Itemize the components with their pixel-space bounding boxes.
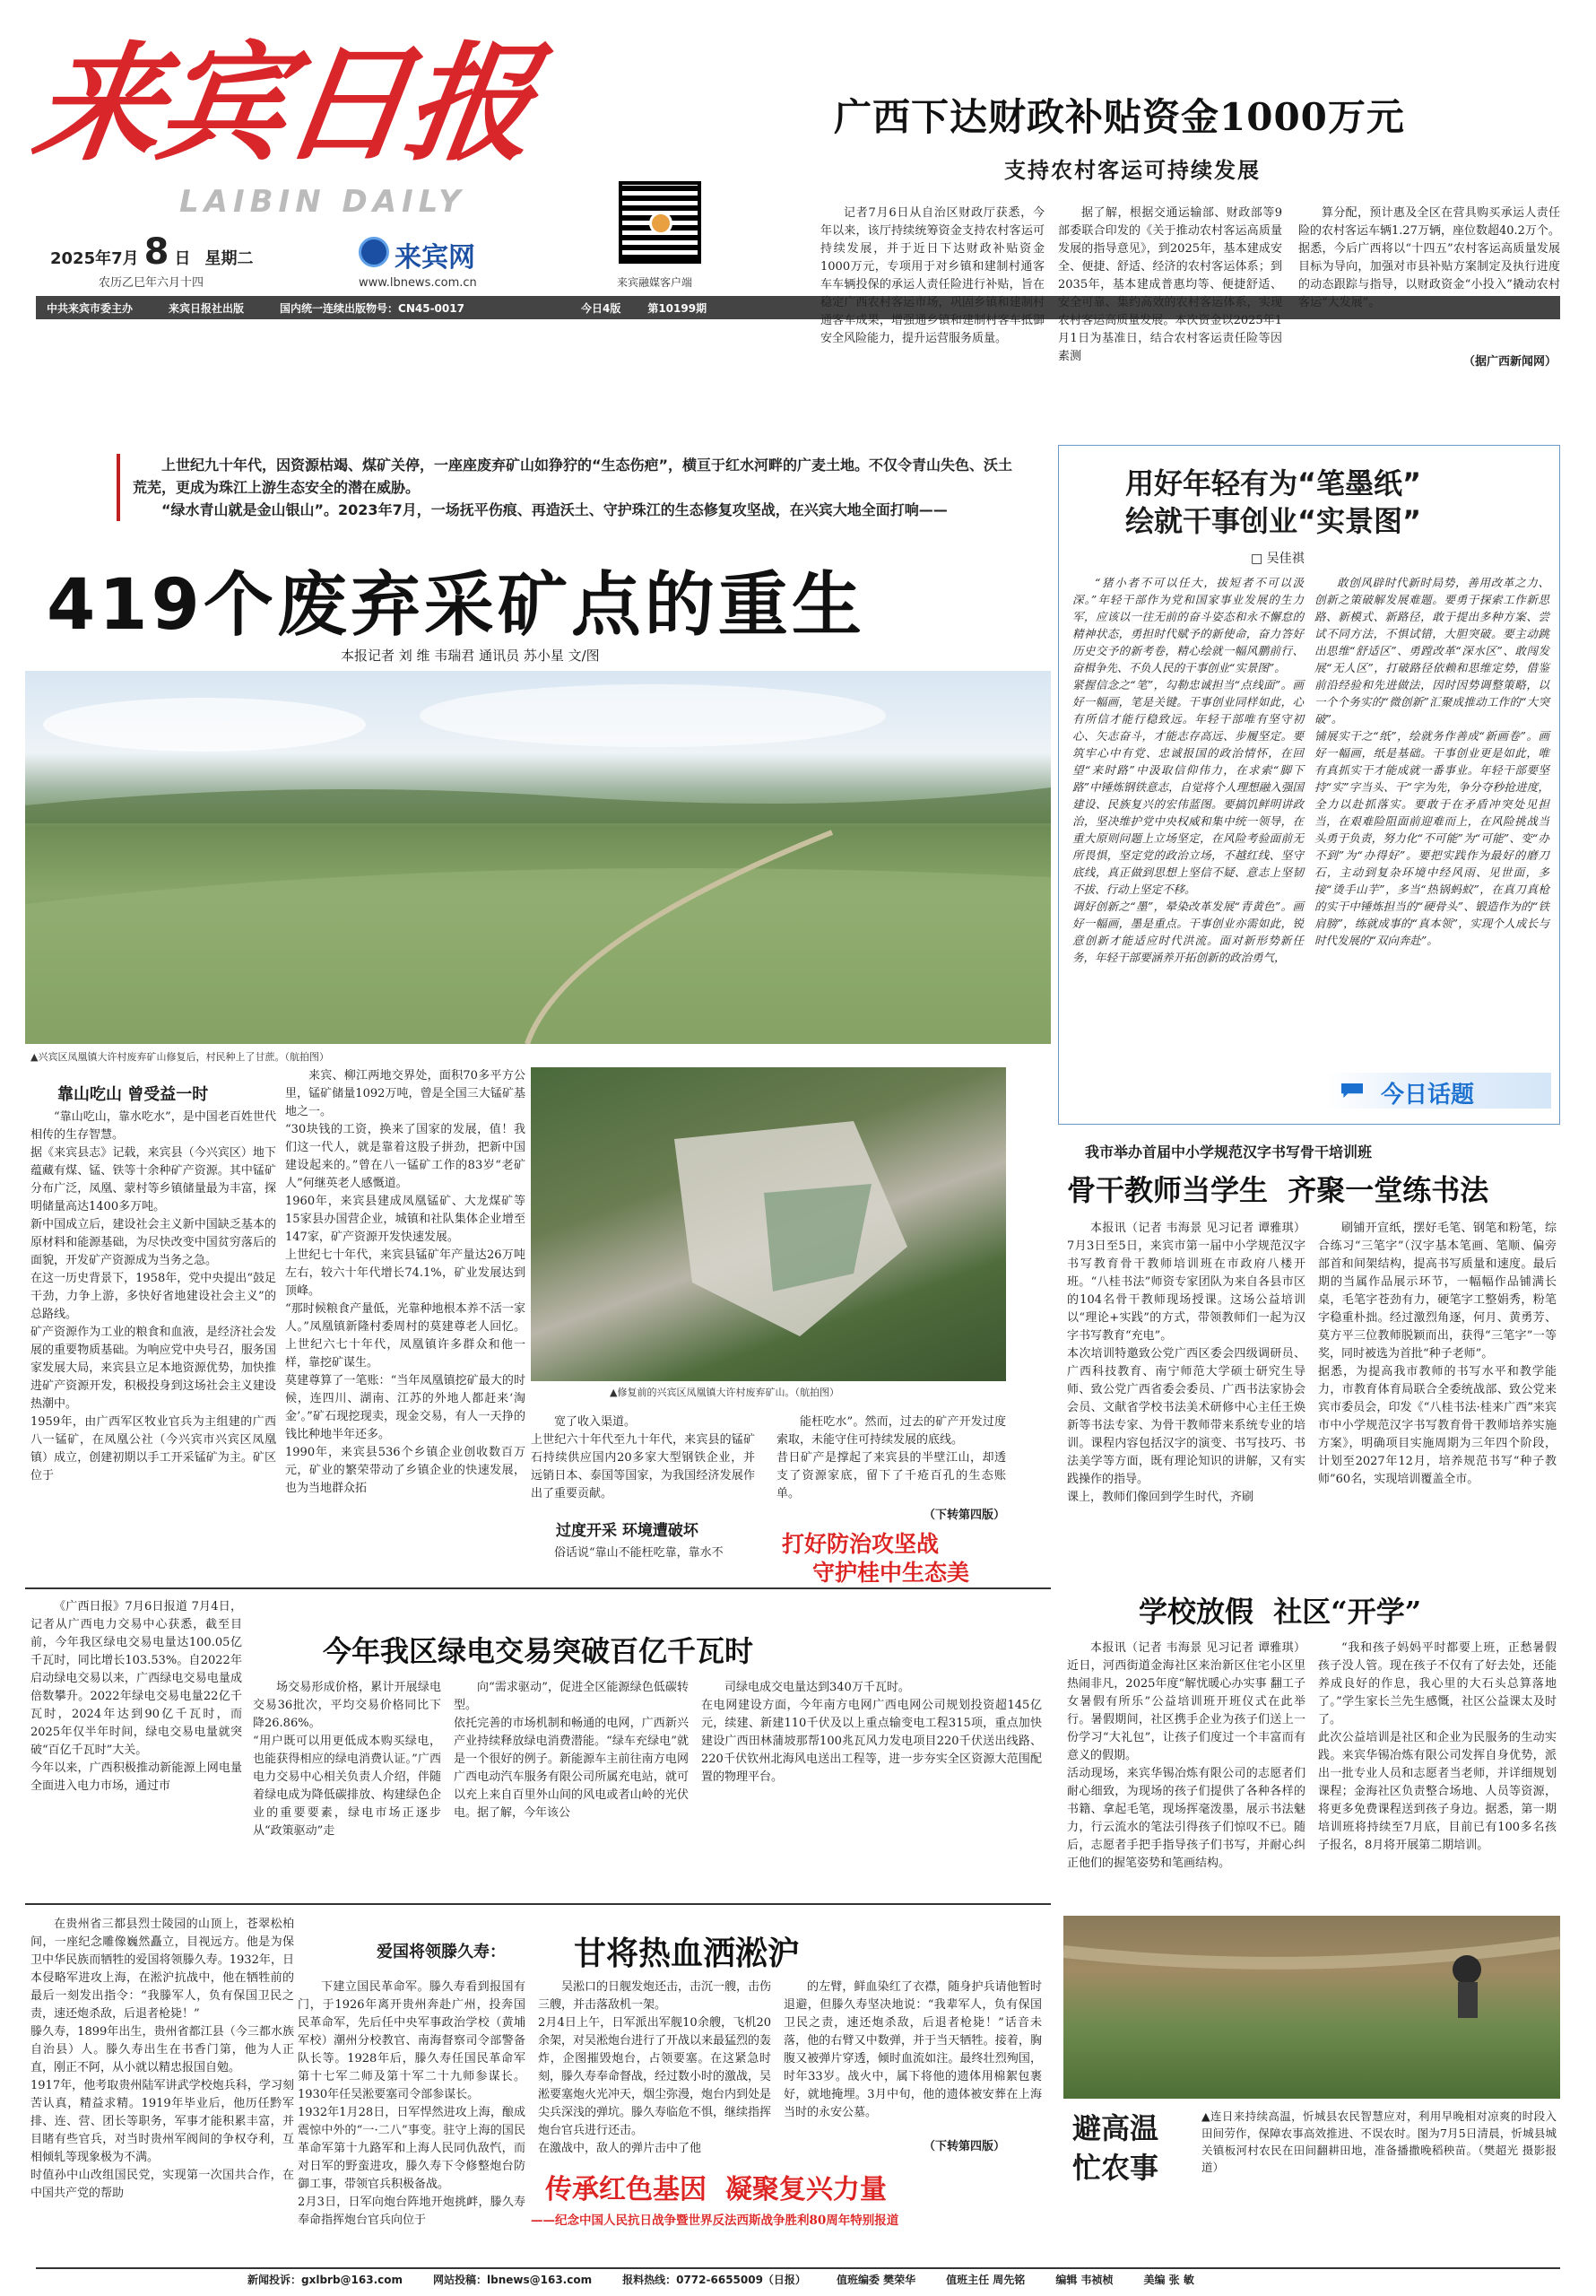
site-url[interactable]: www.lbnews.com.cn bbox=[359, 276, 477, 290]
general-title: 甘将热血洒淞沪 bbox=[574, 1935, 801, 1972]
masthead-logo bbox=[25, 23, 542, 194]
photo-mine-before bbox=[531, 1067, 1006, 1381]
date-weekday: 星期二 bbox=[204, 249, 254, 268]
school-title: 学校放假 社区“开学” bbox=[1139, 1595, 1422, 1629]
top-story-col3: 算分配，预计惠及全区在营具购买承运人责任险的农村客运车辆1.27万辆，座位数超40.2万个。 据悉，今后广西将以“十四五”农村客运高质量发展目标为导向，加强对市县补贴方案制定及执行进度的动态跟踪与指导，以财政资金“小投入”撬动农村客运“大发展”。 bbox=[1298, 206, 1560, 309]
green-col1: 《广西日报》7月6日报道 7月4日，记者从广西电力交易中心获悉，截至目前，今年我区绿电交易电量达100.05亿千瓦时，同比增长103.53%。自2022年启动绿电交易以来，广西绿电交易电量成倍数攀升。2022年绿电交易电量22亿千瓦时，2024年达到90亿千瓦时，而2025年仅半年时间，绿电交易电量就突破“百亿千瓦时”大关。 今年以来，广西积极推动新能源上网电量全面进入电力市场，通过市 bbox=[30, 1600, 242, 1793]
topic-tag-label: 今日话题 bbox=[1381, 1082, 1475, 1109]
date-day: 8 bbox=[143, 231, 169, 273]
date-month: 2025年7月 bbox=[50, 249, 139, 268]
calligraphy-title: 骨干教师当学生 齐聚一堂练书法 bbox=[1067, 1173, 1489, 1207]
main-col3: 宽了收入渠道。 上世纪六十年代至九十年代，来宾县的锰矿石持续供应国内20多家大型钢铁企业，并远销日本、泰国等国家，为我国经济发展作出了重要贡献。 bbox=[531, 1415, 755, 1500]
general-col2: 下建立国民革命军。滕久寿看到报国有门，于1926年离开贵州奔赴广州，投奔国民革命军，先后任中央军事政治学校（黄埔军校）潮州分校教官、南海督察司令部警备队长等。1928年后，滕久寿任国民革命军第十七军二师及第十军二十九师参谋长。1930年任吴淞要塞司令部参谋长。 1932年1月28日，日军悍然进攻上海，酿成震惊中外的“一·二八”事变。驻守上海的国民革命军第十九路军和上海人民同仇敌忾，而对日军的野蛮进攻，滕久寿下令修整炮台防御工事，带领官兵积极备战。 2月3日，日军向炮台阵地开炮挑衅，滕久寿奉命指挥炮台官兵向位于 bbox=[298, 1980, 525, 2227]
main-col4: 能枉吃水”。然而，过去的矿产开发过度索取，未能守住可持续发展的底线。 昔日矿产是撑起了来宾县的半壁江山，却透支了资源家底，留下了千疮百孔的生态账单。 bbox=[776, 1415, 1006, 1500]
qr-code[interactable] bbox=[619, 181, 701, 264]
footer-item: 值班编委 樊荣华 bbox=[836, 2273, 916, 2286]
intro-text-1: 上世纪九十年代，因资源枯竭、煤矿关停，一座座废弃矿山如狰狞的“生态伤疤”，横亘于红水河畔的广麦土地。不仅令青山失色、沃土荒芜，更成为珠江上游生态安全的潜在威胁。 bbox=[133, 457, 1013, 496]
globe-icon bbox=[359, 237, 389, 267]
green-title: 今年我区绿电交易突破百亿千瓦时 bbox=[323, 1634, 754, 1668]
calligraphy-col1: 本报讯（记者 韦海景 见习记者 谭雅琪）7月3日至5日，来宾市第一届中小学规范汉字书写教育骨干教师培训班在市政府八楼开班。“八桂书法”师资专家团队为来自各县市区的104名骨干教师现场授课。这场公益培训以“理论+实践”的方式，带领教师们一起为汉字书写教育“充电”。 本次培训特邀致公党广西区委会四级调研员、广西科技教育、南宁师范大学硕士研究生导师、致公党广西省委会委员、广西书法家协会会员、文献省学校书法美术研修中心主任王焕新等书法专家、为骨干教师带来系统专业的培训。课程内容包括汉字的演变、书写技巧、书法美学等方面，既有理论知识的讲解，又有实践操作的指导。 课上，教师们像回到学生时代，齐刷 bbox=[1067, 1222, 1305, 1504]
heat-title-1: 避高温 bbox=[1072, 2111, 1159, 2145]
general-kicker: 爱国将领滕久寿： bbox=[377, 1943, 506, 1961]
heat-caption: ▲连日来持续高温，忻城县农民智慧应对，利用早晚相对凉爽的时段入田间劳作，保障农事高效推进、不误农时。图为7月5日清晨，忻城县城关镇板河村农民在田间翻耕田地，准备播撒晚稻秧苗。（樊超光 摄影报道） bbox=[1201, 2109, 1557, 2174]
calligraphy-kicker: 我市举办首届中小学规范汉字书写骨干培训班 bbox=[1085, 1144, 1373, 1161]
school-col2: “我和孩子妈妈平时都要上班，正愁暑假孩子没人管。现在孩子不仅有了好去处，还能养成良好的作息，我心里的大石头总算落地了。”学生家长兰先生感慨，社区公益课太及时了。 此次公益培训是社区和企业为民服务的生动实践。来宾华锡冶炼有限公司发挥自身优势，派出一批专业人员和志愿者当老师，并详细规划课程；金海社区负责整合场地、人员等资源，将更多免费课程送到孩子身边。据悉，第一期培训班将持续至7月底，目前已有100多名孩子报名，8月将开展第二期培训。 bbox=[1318, 1641, 1557, 1852]
top-story-source: （据广西新闻网） bbox=[1463, 355, 1557, 369]
info-item: 第10199期 bbox=[647, 301, 707, 315]
logo-text: 来宾日报 bbox=[25, 30, 542, 178]
section-heading-2: 过度开采 环境遭破坏 bbox=[556, 1522, 698, 1540]
photo-restored-mine bbox=[25, 671, 1051, 1044]
photo-caption-1: ▲兴宾区凤凰镇大许村废弃矿山修复后，村民种上了甘蔗。（航拍图） bbox=[30, 1051, 329, 1063]
footer-item: 美编 张 敏 bbox=[1143, 2273, 1194, 2286]
top-story-col2: 据了解，根据交通运输部、财政部等9部委联合印发的《关于推动农村客运高质量发展的指导意见》，到2025年，基本建成安全、便捷、舒适、经济的农村客运体系；到2035年，基本建成普惠均等、便捷舒适、安全可靠、集约高效的农村客运体系，实现农村客运高质量发展。本次资金以2025年1月1日为基准日，结合农村客运责任险等因素测 bbox=[1058, 206, 1282, 363]
site-name: 来宾网 bbox=[395, 242, 475, 274]
green-col3: 向“需求驱动”，促进全区能源绿色低碳转型。 依托完善的市场机制和畅通的电网，广西新兴产业持续释放绿电消费潜能。“绿车充绿电”就是一个很好的例子。新能源车主前往南方电网广西电动汽车服务有限公司所属充电站，就可以充上来自百里外山间的风电或者山岭的光伏电。据了解，今年该公 bbox=[454, 1681, 689, 1820]
divider bbox=[25, 1587, 1051, 1589]
general-slogan: 传承红色基因 凝聚复兴力量 bbox=[545, 2174, 887, 2205]
footer-item: 编辑 韦祯桢 bbox=[1055, 2273, 1114, 2286]
column-title-2: 绘就干事创业“实景图” bbox=[1125, 504, 1422, 538]
top-story-col1: 记者7月6日从自治区财政厅获悉，今年以来，该厅持续统筹资金支持农村客运可持续发展，并于近日下达财政补贴资金1000万元，专项用于对乡镇和建制村通客车车辆投保的承运人责任险进行补贴，旨在稳定广西农村客运市场，巩固乡镇和建制村通客车成果，增强通乡镇和建制村客车抵御安全风险能力，提升运营服务质量。 bbox=[820, 206, 1045, 345]
main-col3b: 俗话说“靠山不能枉吃靠，靠水不 bbox=[554, 1546, 724, 1560]
column-author: □ 吴佳祺 bbox=[1251, 552, 1305, 566]
main-story-byline: 本报记者 刘 维 韦瑞君 通讯员 苏小星 文/图 bbox=[341, 648, 600, 664]
footer-bar bbox=[36, 2267, 1560, 2289]
mine-shapes bbox=[531, 1067, 1006, 1381]
column-col1: “猪小者不可以任大，拔短者不可以汲深。”年轻干部作为党和国家事业发展的生力军，应该以一往无前的奋斗姿态和永不懈怠的精神状态，勇担时代赋予的新使命，奋力答好历史交予的新考卷，精心绘就一幅风鹏前行、奋楫争先、不负人民的干事创业“实景图”。 紧握信念之“笔”，勾勒忠诚担当“点线面”。画好一幅画，笔是关键。干事创业同样如此，心有所信才能行稳致远。年轻干部唯有坚守初心、矢志奋斗，才能志存高远、步履坚定。要筑牢心中有党、忠诚报国的政治情怀，在回望“来时路”中汲取信仰伟力，在求索“脚下路”中锤炼钢铁意志，自觉将个人理想融入强国建设、民族复兴的宏伟蓝图。要搞饥鲜明讲政治，坚决维护党中央权威和集中统一领导，在重大原则问题上立场坚定，在风险考验面前无所畏惧，坚定党的政治立场，不越红线、坚守底线，真正做到思想上坚信不疑、意志上坚韧不拔、行动上坚定不移。 调好创新之“墨”，晕染改革发展“青黄色”。画好一幅画，墨是重点。干事创业亦需如此，锐意创新才能适应时代洪流。面对新形势新任务，年轻干部要涵养开拓创新的政治勇气， bbox=[1072, 576, 1304, 964]
footer-item: 值班主任 周先铭 bbox=[946, 2273, 1026, 2286]
footer-item: 报料热线：0772-6655009（日报） bbox=[622, 2273, 806, 2286]
main-col1: “靠山吃山，靠水吃水”，是中国老百姓世代相传的生存智慧。 据《来宾县志》记载，来宾县（今兴宾区）地下蕴藏有煤、锰、铁等十余种矿产资源。其中锰矿分布广泛，凤凰、蒙村等乡镇储量最为丰富，探明储量高达1400多万吨。 新中国成立后，建设社会主义新中国缺乏基本的原材料和能源基础，为尽快改变中国贫穷落后的面貌，开发矿产资源成为当务之急。 在这一历史背景下，1958年，党中央提出“鼓足干劲，力争上游，多快好省地建设社会主义”的总路线。 矿产资源作为工业的粮食和血液，是经济社会发展的重要物质基础。为响应党中央号召，服务国家发展大局，来宾县立足本地资源优势，加快推进矿产资源开发，积极投身到这场社会主义建设热潮中。 1959年，由广西军区牧业官兵为主组建的广西八一锰矿，在凤凰公社（今兴宾市兴宾区凤凰镇）成立，创建初期以手工开采锰矿为主。矿区位于 bbox=[30, 1110, 276, 1483]
qr-center-icon bbox=[649, 212, 672, 235]
topic-tag bbox=[1327, 1073, 1551, 1109]
heat-title-2: 忙农事 bbox=[1072, 2151, 1159, 2185]
school-col1: 本报讯（记者 韦海景 见习记者 谭雅琪）近日，河西街道金海社区来治新区住宅小区里热闹非凡，2025年度“解忧暖心办实事 翻工子女暑假有所乐”公益培训班开班仪式在此举行。暑假期间，社区携手企业为孩子们送上一份学习“大礼包”，让孩子们度过一个丰富而有意义的假期。 活动现场，来宾华锡冶炼有限公司的志愿者们耐心细致，为现场的孩子们提供了各种各样的书籍、拿起毛笔，现场挥毫泼墨，展示书法魅力，行云流水的笔法引得孩子们惊叹不已。随后，志愿者手把手指导孩子们书写，并耐心纠正他们的握笔姿势和笔画结构。 bbox=[1067, 1641, 1305, 1870]
top-story-subtitle: 支持农村客运可持续发展 bbox=[1004, 157, 1261, 183]
info-item: 来宾日报社出版 bbox=[169, 301, 245, 315]
main-continued: （下转第四版） bbox=[924, 1509, 1006, 1522]
photo-farmer-field bbox=[1063, 1916, 1560, 2099]
section-heading-1: 靠山吃山 曾受益一时 bbox=[57, 1085, 209, 1104]
main-col2: 来宾、柳江两地交界处，面积70多平方公里，锰矿储量1092万吨，曾是全国三大锰矿基地之一。 “30块钱的工资，换来了国家的发展，值！我们这一代人，就是靠着这股子拼劲，把新中国建设起来的。”曾在八一锰矿工作的83岁“老矿人”何继英老人感慨道。 1960年，来宾县建成凤凰锰矿、大龙煤矿等15家县办国营企业，城镇和社队集体企业增至147家，矿产资源开发快速发展。 上世纪七十年代，来宾县锰矿年产量达26万吨左右，较六十年代增长74.1%，矿业发展达到顶峰。 “那时候粮食产量低，光靠种地根本养不活一家人。”凤凰镇新隆村委周村的莫建尊老人回忆。上世纪六七十年代，凤凰镇许多群众和他一样，靠挖矿谋生。 莫建尊算了一笔账：“当年凤凰镇挖矿最大的时候，连四川、湖南、江苏的外地人都赶来‘淘金’。”矿石现挖现卖，现金交易，有人一天挣的钱比种地半年还多。 1990年，来宾县536个乡镇企业创收数百万元，矿业的繁荣带动了乡镇企业的快速发展，也为当地群众拓 bbox=[285, 1069, 525, 1495]
date-suffix: 日 bbox=[174, 249, 191, 268]
landscape-shapes bbox=[25, 671, 1051, 1044]
topic-tag-icon bbox=[1341, 1083, 1363, 1098]
column-title-1: 用好年轻有为“笔墨纸” bbox=[1125, 466, 1422, 500]
slogan-line-1: 打好防治攻坚战 bbox=[782, 1531, 940, 1557]
green-col2: 场交易形成价格，累计开展绿电交易36批次，平均交易价格同比下降26.86%。 “用户既可以用更低成本购买绿电，也能获得相应的绿电消费认证。”广西电力交易中心相关负责人介绍，伴随着绿电成为降低碳排放、构建绿色企业的重要要素，绿电市场正逐步从“政策驱动”走 bbox=[253, 1681, 441, 1838]
divider bbox=[25, 1903, 1051, 1905]
main-story-title: 419个废弃采矿点的重生 bbox=[47, 565, 865, 646]
general-col1: 在贵州省三都县烈士陵园的山顶上，苍翠松柏间，一座纪念雕像巍然矗立，目视远方。他是为保卫中华民族而牺牲的爱国将领滕久寿。1932年，日本侵略军进攻上海，在淞沪抗战中，他在牺牲前的最后一刻发出指令：“我滕军人，负有保国卫民之责，速还炮杀敌，后退者枪毙！” 滕久寿，1899年出生，贵州省都江县（今三都水族自治县）人。滕久寿出生在书香门第，他为人正直，刚正不阿，从小就以精忠报国自勉。 1917年，他考取贵州陆军讲武学校炮兵科，学习刻苦认真，精益求精。1919年毕业后，他历任黔军排、连、营、团长等职务，军事才能积累丰富，并目睹有些官兵，对当时贵州军阀间的争权夺利，互相倾轧等现象极为不满。 时值孙中山改组国民党，实现第一次国共合作，在中国共产党的帮助 bbox=[30, 1918, 294, 2200]
column-col2: 敢创风辟时代新时局势，善用改革之力、创新之策破解发展难题。要勇于探索工作新思路、新模式、新路径，敢于提出多种方案、尝试不同方法，不惧试错，大胆突破。要主动跳出思维“舒适区”、勇蹚改革“深水区”、敢闯发展“无人区”，打破路径依赖和思维定势，借鉴前沿经验和先进做法，因时因势调整策略，以一个个务实的“微创新”汇聚成推动工作的“大突破”。 铺展实干之“纸”，绘就务作善成“新画卷”。画好一幅画，纸是基础。干事创业更是如此，唯有真抓实干才能成就一番事业。年轻干部要坚持“实”字当头、干“字为先，争分夺秒抢进度，全力以赴抓落实。要敢于在矛盾冲突处见担当，在艰难险阻面前迎难而上，在风险挑战当头勇于负责，努力化“不可能”为“可能”、变“办不到”为“办得好”。要把实践作为最好的磨刀石，主动到复杂环境中经风雨、见世面，多接“烫手山芋”，多当“热锅蚂蚁”，在真刀真枪的实干中锤炼担当的“硬骨头”、锻造作为的“铁肩膀”，练就成事的“真本领”，实现个人成长与时代发展的“双向奔赴”。 bbox=[1314, 576, 1549, 947]
calligraphy-col2: 刷铺开宣纸，摆好毛笔、钢笔和粉笔，综合练习“三笔字”（汉字基本笔画、笔顺、偏旁部首和间架结构，提高书写质量和速度。最后期的当属作品展示环节，一幅幅作品铺满长桌，毛笔字苍劲有力，硬笔字工整娟秀，粉笔字稳重朴拙。经过激烈角逐，何月、黄勇芳、莫方平三位教师脱颖而出，获得“三笔字”一等奖，同时被选为首批“种子老师”。 据悉，为提高我市教师的书写水平和教学能力，市教育体育局联合全委统战部、致公党来宾市委员会，印发《“八桂书法·桂来广西”来宾市中小学规范汉字书写教育骨干教师培养实施方案》，明确项目实施周期为三年四个阶段，计划至2027年12月，培养规范书写“种子教师”60名，实现培训覆盖全市。 bbox=[1318, 1222, 1557, 1486]
masthead-date bbox=[50, 231, 253, 273]
general-col4: 的左臂，鲜血染红了衣襟，随身护兵请他暂时退避，但滕久寿坚决地说：“我辈军人，负有保国卫民之责，速还炮杀敌，后退者枪毙！”话音未落，他的右臂又中数弹，并于当天牺牲。接着，胸腹又被弹片穿透，倾时血流如注。最终壮烈殉国，时年33岁。战火中，属下将他的遗体用棉絮包裹好，就地掩埋。3月中旬，他的遗体被安葬在上海当时的永安公墓。 bbox=[784, 1980, 1042, 2119]
intro-box bbox=[117, 454, 1013, 521]
info-item: 中共来宾市委主办 bbox=[47, 301, 134, 315]
photo-caption-2: ▲修复前的兴宾区凤凰镇大许村废弃矿山。（航拍图） bbox=[610, 1387, 839, 1398]
info-item: 国内统一连续出版物号：CN45-0017 bbox=[280, 301, 464, 315]
footer-item[interactable]: 网站投稿：lbnews@163.com bbox=[433, 2273, 593, 2286]
site-block[interactable] bbox=[359, 235, 477, 290]
top-story-title: 广西下达财政补贴资金1000万元 bbox=[834, 95, 1405, 139]
field-shapes bbox=[1063, 1916, 1560, 2099]
qr-caption: 来宾融媒客户端 bbox=[617, 276, 693, 289]
logo-english: LAIBIN DAILY bbox=[179, 184, 466, 220]
intro-text-2: “绿水青山就是金山银山”。2023年7月，一场抚平伤痕、再造沃土、守护珠江的生态修复攻坚战，在兴宾大地全面打响—— bbox=[161, 501, 948, 518]
slogan-line-2: 守护桂中生态美 bbox=[812, 1560, 970, 1586]
green-col4: 司绿电成交电量达到340万千瓦时。 在电网建设方面，今年南方电网广西电网公司规划投资超145亿元，续建、新建110千伏及以上重点输变电工程315项，重点加快建设广西田林蒲坡那帮100兆瓦风力发电项目220千伏送出线路、220千伏钦州北海风电送出工程等，进一步夯实全区资源大范围配置的物理平台。 bbox=[701, 1681, 1042, 1784]
general-slogan-sub: ——纪念中国人民抗日战争暨世界反法西斯战争胜利80周年特别报道 bbox=[531, 2213, 899, 2228]
info-item: 今日4版 bbox=[580, 301, 621, 315]
lunar-date: 农历乙巳年六月十四 bbox=[99, 276, 204, 290]
general-col3: 吴淞口的日舰发炮还击，击沉一艘，击伤三艘，并击落敌机一架。 2月4日上午，日军派出军舰10余艘，飞机20余架，对吴淞炮台进行了开战以来最猛烈的轰炸，企图摧毁炮台，占领要塞。在这紧急时刻，滕久寿奉命督战，经过数小时的激战，吴淞要塞炮火光冲天，烟尘弥漫，炮台内到处是尖兵深浅的弹坑。滕久寿临危不惧，继续指挥炮台官兵进行还击。 在激战中，敌人的弹片击中了他 bbox=[538, 1980, 772, 2155]
footer-item[interactable]: 新闻投诉：gxlbrb@163.com bbox=[247, 2273, 403, 2286]
general-continued: （下转第四版） bbox=[924, 2140, 1006, 2153]
